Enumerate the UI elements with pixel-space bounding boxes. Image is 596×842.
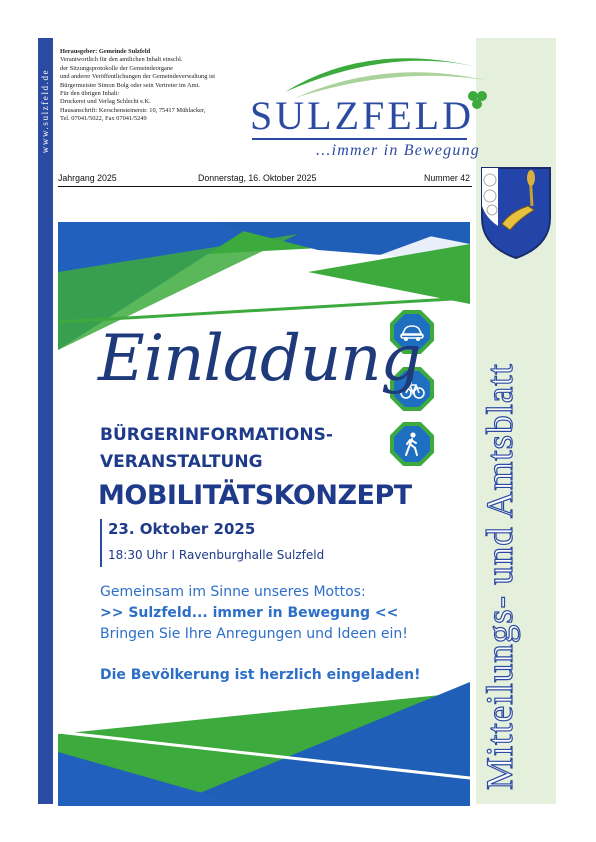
subheading-line-1: BÜRGERINFORMATIONS- xyxy=(100,425,333,445)
publisher-line: der Sitzungsprotokolle der Gemeindeorgane xyxy=(60,64,173,72)
publisher-line: Hausanschrift: Kerschensteinerstr. 10, 75417 Mühlacker, xyxy=(60,106,206,114)
coat-of-arms-icon xyxy=(480,166,552,260)
pedestrian-badge xyxy=(390,422,434,466)
pedestrian-icon xyxy=(397,429,427,459)
left-strip xyxy=(38,38,53,804)
publisher-line: Verantwortlich für den amtlichen Inhalt einschl. xyxy=(60,56,183,64)
publisher-line: und anderer Veröffentlichungen der Gemeindeverwaltung ist xyxy=(60,73,216,81)
issue-line xyxy=(58,172,472,187)
website-url[interactable]: www.sulzfeld.de xyxy=(40,68,50,154)
date-divider xyxy=(100,519,102,567)
publisher-line: Bürgermeister Simon Bolg oder sein Vertreter im Amt. xyxy=(60,81,200,89)
poster-script-title: Einladung xyxy=(98,322,421,396)
poster-subheading xyxy=(100,422,333,476)
issue-volume: Jahrgang 2025 xyxy=(58,173,117,183)
invitation-text: Die Bevölkerung ist herzlich eingeladen! xyxy=(100,667,421,683)
poster-background xyxy=(58,222,470,806)
publisher-line: Druckerei und Verlag Schlecht e.K. xyxy=(60,98,151,106)
motto-line-1: Gemeinsam im Sinne unseres Mottos: xyxy=(100,584,366,600)
brand-slogan: ...immer in Bewegung xyxy=(316,142,480,159)
event-date: 23. Oktober 2025 xyxy=(108,520,256,538)
poster-main-title: MOBILITÄTSKONZEPT xyxy=(98,480,412,511)
publisher-heading: Herausgeber: Gemeinde Sulzfeld xyxy=(60,48,151,55)
motto-line-2: >> Sulzfeld... immer in Bewegung << xyxy=(100,605,399,621)
issue-number: Nummer 42 xyxy=(424,173,470,183)
motto-line-3: Bringen Sie Ihre Anregungen und Ideen ein! xyxy=(100,626,408,642)
event-time-place: 18:30 Uhr I Ravenburghalle Sulzfeld xyxy=(108,548,325,562)
brand-divider xyxy=(252,138,467,140)
publisher-line: Tel. 07041/5022, Fax 07041/5249 xyxy=(60,115,147,123)
publisher-line: Für den übrigen Inhalt: xyxy=(60,90,120,98)
brand-name: SULZFELD xyxy=(250,93,474,138)
subheading-line-2: VERANSTALTUNG xyxy=(100,452,263,472)
event-poster xyxy=(58,222,470,806)
publisher-info xyxy=(60,48,270,124)
issue-date: Donnerstag, 16. Oktober 2025 xyxy=(198,173,317,183)
